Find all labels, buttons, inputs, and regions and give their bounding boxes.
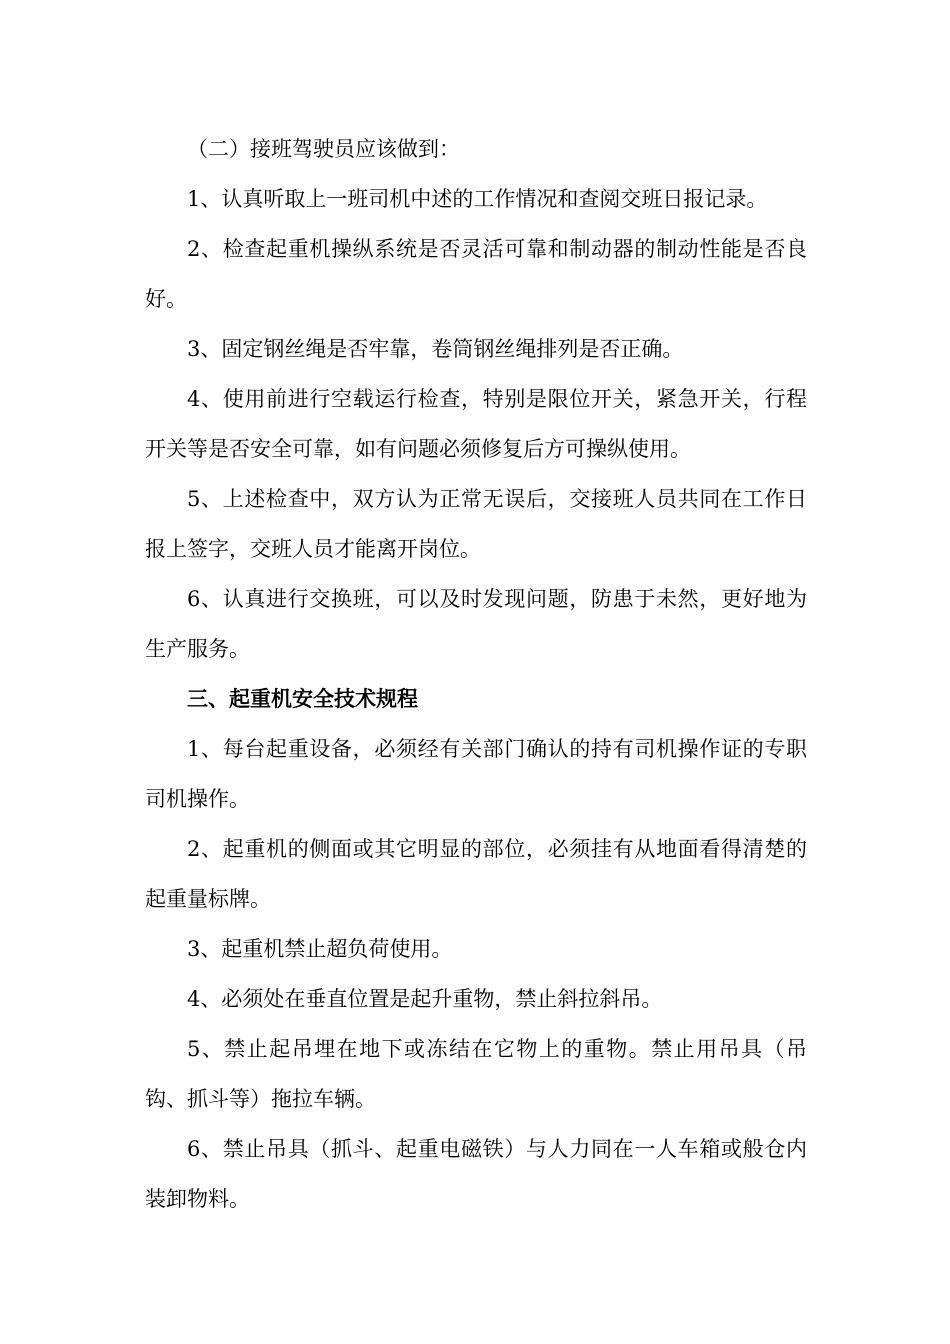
list-item: 5、禁止起吊埋在地下或冻结在它物上的重物。禁止用吊具（吊钩、抓斗等）拖拉车辆。 <box>145 1037 807 1111</box>
list-item: 2、检查起重机操纵系统是否灵活可靠和制动器的制动性能是否良好。 <box>145 237 807 311</box>
list-item: 2、起重机的侧面或其它明显的部位，必须挂有从地面看得清楚的起重量标牌。 <box>145 837 807 911</box>
section-heading-safety-rules: 三、起重机安全技术规程 <box>187 686 418 711</box>
list-item: 6、禁止吊具（抓斗、起重电磁铁）与人力同在一人车箱或般仓内装卸物料。 <box>145 1137 807 1211</box>
list-item: 6、认真进行交换班，可以及时发现问题，防患于未然，更好地为生产服务。 <box>145 587 807 661</box>
list-item: 5、上述检查中，双方认为正常无误后，交接班人员共同在工作日报上签字，交班人员才能离开岗位。 <box>145 487 807 561</box>
list-item: 4、必须处在垂直位置是起升重物，禁止斜拉斜吊。 <box>187 987 663 1011</box>
subsection-heading-handover: （二）接班驾驶员应该做到： <box>187 137 460 161</box>
list-item: 3、起重机禁止超负荷使用。 <box>187 937 453 961</box>
list-item: 1、认真听取上一班司机中述的工作情况和查阅交班日报记录。 <box>187 187 768 211</box>
list-item: 3、固定钢丝绳是否牢靠，卷筒钢丝绳排列是否正确。 <box>187 337 684 361</box>
list-item: 1、每台起重设备，必须经有关部门确认的持有司机操作证的专职司机操作。 <box>145 737 807 811</box>
list-item: 4、使用前进行空载运行检查，特别是限位开关，紧急开关，行程开关等是否安全可靠，如有问题必须修复后方可操纵使用。 <box>145 387 807 461</box>
document-body <box>145 124 807 1224</box>
